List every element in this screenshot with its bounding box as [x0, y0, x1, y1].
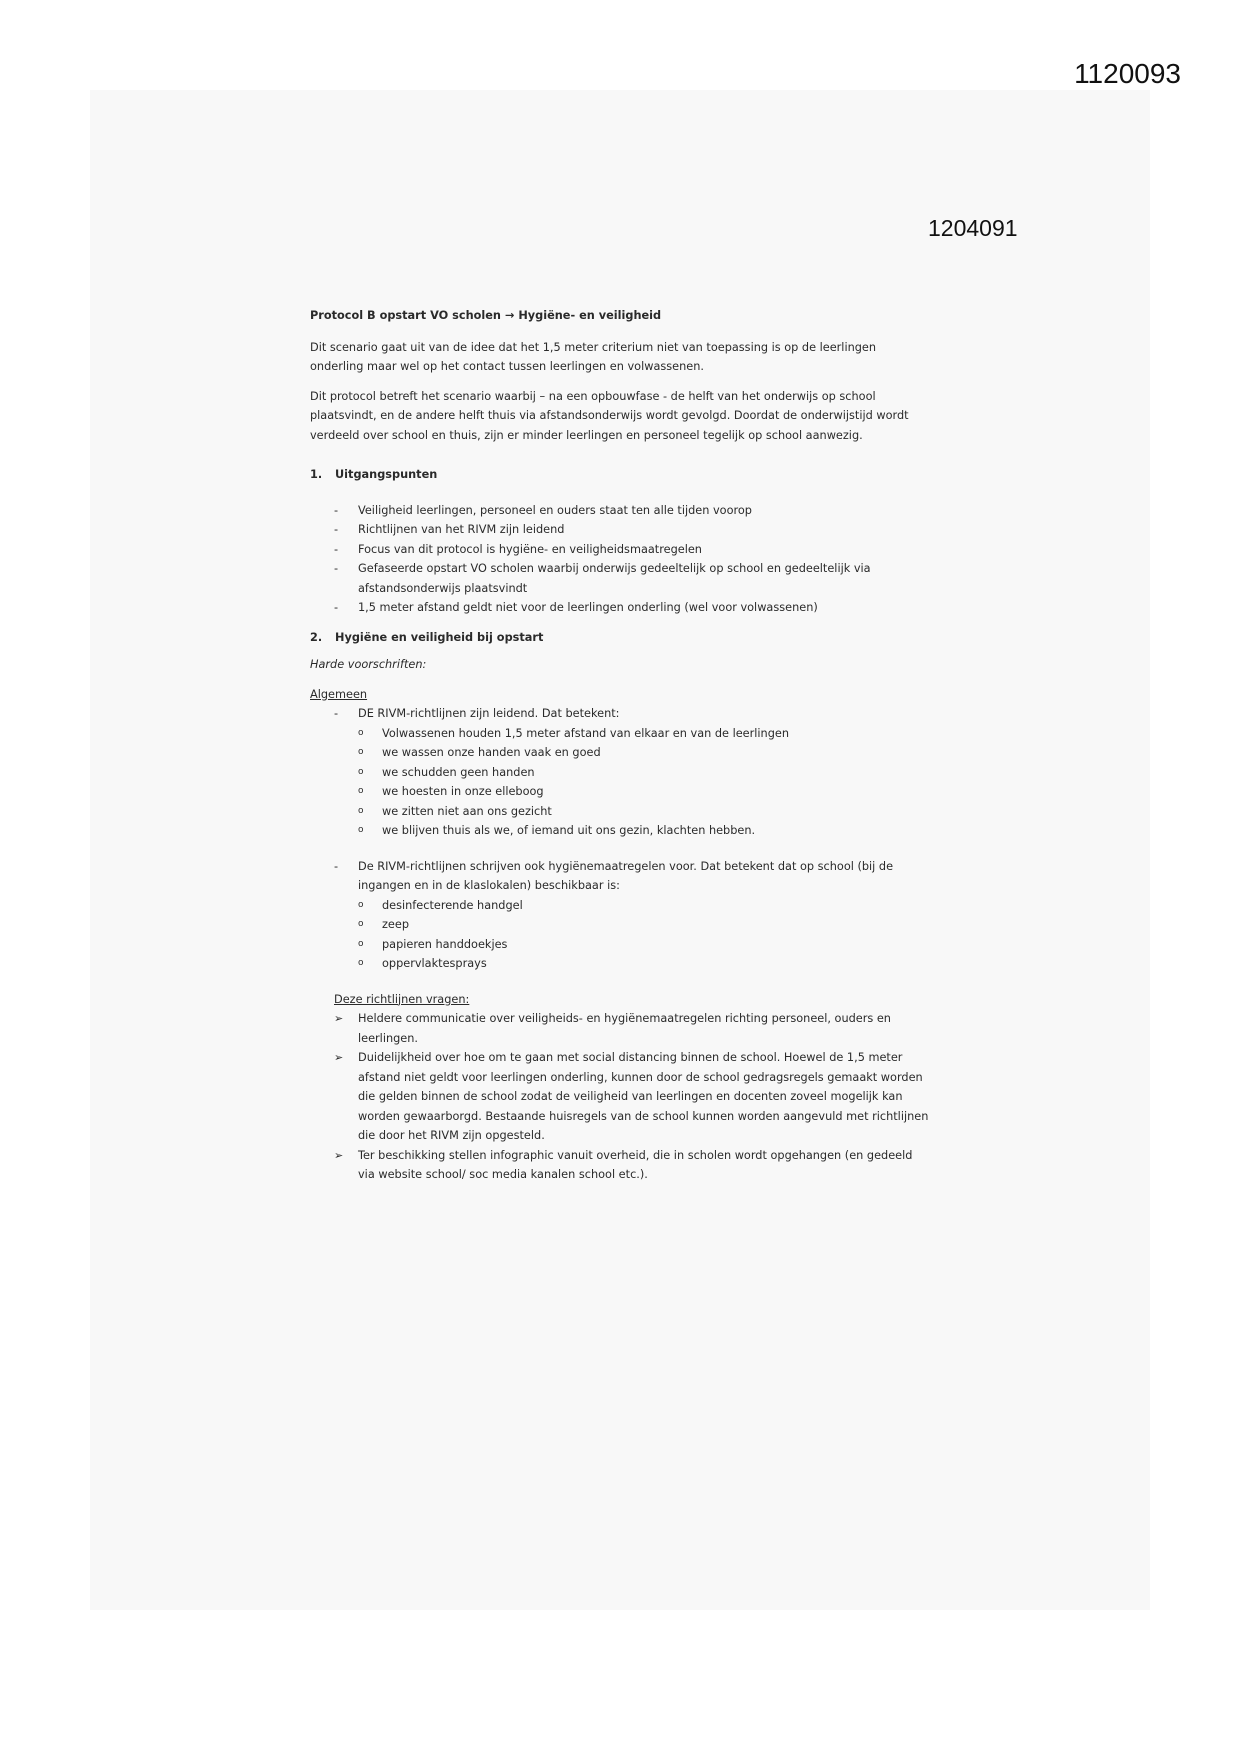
subheading-algemeen: Algemeen — [310, 687, 368, 701]
list-item: o we schudden geen handen — [358, 763, 930, 783]
list-item: o we wassen onze handen vaak en goed — [358, 743, 930, 763]
list-item: - Focus van dit protocol is hygiëne- en veiligheidsmaatregelen — [334, 540, 930, 560]
requirements-list — [310, 1009, 930, 1185]
supplies-list — [358, 896, 930, 974]
section-heading-hygiene: 2. Hygiëne en veiligheid bij opstart — [310, 630, 544, 644]
circle-bullet-icon: o — [358, 938, 364, 949]
subtitle-harde-voorschriften: Harde voorschriften: — [310, 658, 427, 671]
document-title: Protocol B opstart VO scholen → Hygiëne- en veiligheid — [310, 309, 662, 322]
arrowhead-bullet-icon: ➢ — [334, 1012, 344, 1025]
hygiene-list — [334, 857, 930, 896]
section-heading-uitgangspunten: 1. Uitgangspunten — [310, 468, 438, 481]
list-item: ➢ Ter beschikking stellen infographic vanuit overheid, die in scholen wordt opgehangen (en gedeeld via website school/ soc media kanalen school etc.). — [310, 1146, 930, 1185]
document-reference-number: 1204091 — [928, 215, 1018, 241]
circle-bullet-icon: o — [358, 786, 364, 796]
circle-bullet-icon: o — [358, 919, 364, 929]
rivm-guidelines-list — [358, 724, 930, 841]
arrowhead-bullet-icon: ➢ — [334, 1148, 344, 1162]
list-item: - De RIVM-richtlijnen schrijven ook hygiënemaatregelen voor. Dat betekent dat op school (bij de ingangen en in de klaslokalen) beschikbaar is: — [334, 857, 930, 896]
circle-bullet-icon: o — [358, 899, 364, 910]
intro-paragraph-2: Dit protocol betreft het scenario waarbij – na een opbouwfase - de helft van het onderwijs op school plaatsvindt, en de andere helft thuis via afstandsonderwijs wordt gevolgd. Doordat de onderwijstijd wordt verdeeld over school en thuis, zijn er minder leerlingen en personeel tegelijk op school aanwezig. — [310, 389, 909, 442]
uitgangspunten-list — [334, 501, 930, 618]
list-item: o zeep — [358, 915, 930, 935]
circle-bullet-icon: o — [358, 958, 364, 968]
list-item: ➢ Duidelijkheid over hoe om te gaan met social distancing binnen de school. Hoewel de 1,5 meter afstand niet geldt voor leerlingen onderling, kunnen door de school gedragsregels gemaakt worden die gelden binnen de school zodat de veiligheid van leerlingen en docenten zoveel mogelijk kan worden gewaarborgd. Bestaande huisregels van de school kunnen worden aangevuld met richtlijnen die door het RIVM zijn opgesteld. — [310, 1048, 930, 1146]
circle-bullet-icon: o — [358, 747, 364, 757]
circle-bullet-icon: o — [358, 825, 364, 835]
list-item: o oppervlaktesprays — [358, 954, 930, 974]
subheading-deze-richtlijnen: Deze richtlijnen vragen: — [334, 992, 470, 1006]
circle-bullet-icon: o — [358, 805, 364, 816]
circle-bullet-icon: o — [358, 766, 364, 777]
dash-bullet-icon: - — [334, 562, 339, 575]
list-item: o papieren handdoekjes — [358, 935, 930, 955]
list-item: - Richtlijnen van het RIVM zijn leidend — [334, 520, 930, 540]
list-item: - Veiligheid leerlingen, personeel en ouders staat ten alle tijden voorop — [334, 501, 930, 521]
list-item: o we blijven thuis als we, of iemand uit ons gezin, klachten hebben. — [358, 821, 930, 841]
arrow-right-icon: → — [504, 309, 515, 322]
circle-bullet-icon: o — [358, 727, 364, 738]
dash-bullet-icon: - — [334, 601, 339, 614]
algemeen-list — [334, 704, 930, 724]
spacer — [310, 841, 930, 857]
list-item: - Gefaseerde opstart VO scholen waarbij onderwijs gedeeltelijk op school en gedeeltelijk via afstandsonderwijs plaatsvindt — [334, 559, 930, 598]
list-item: - 1,5 meter afstand geldt niet voor de leerlingen onderling (wel voor volwassenen) — [334, 598, 930, 618]
document-reference-number-top: 1120093 — [1074, 58, 1181, 89]
dash-bullet-icon: - — [334, 707, 339, 720]
dash-bullet-icon: - — [334, 523, 339, 536]
list-item: o we hoesten in onze elleboog — [358, 782, 930, 802]
list-item: o desinfecterende handgel — [358, 896, 930, 916]
list-item: o we zitten niet aan ons gezicht — [358, 802, 930, 822]
arrowhead-bullet-icon: ➢ — [334, 1051, 344, 1064]
dash-bullet-icon: - — [334, 542, 339, 556]
list-item: ➢ Heldere communicatie over veiligheids- en hygiënemaatregelen richting personeel, ouders en leerlingen. — [310, 1009, 930, 1048]
intro-paragraph-1: Dit scenario gaat uit van de idee dat het 1,5 meter criterium niet van toepassing is op de leerlingen onderling maar wel op het contact tussen leerlingen en volwassenen. — [310, 340, 877, 373]
list-item: - DE RIVM-richtlijnen zijn leidend. Dat betekent: — [334, 704, 930, 724]
dash-bullet-icon: - — [334, 859, 339, 873]
document-body — [310, 306, 930, 1185]
dash-bullet-icon: - — [334, 503, 339, 517]
list-item: o Volwassenen houden 1,5 meter afstand van elkaar en van de leerlingen — [358, 724, 930, 744]
